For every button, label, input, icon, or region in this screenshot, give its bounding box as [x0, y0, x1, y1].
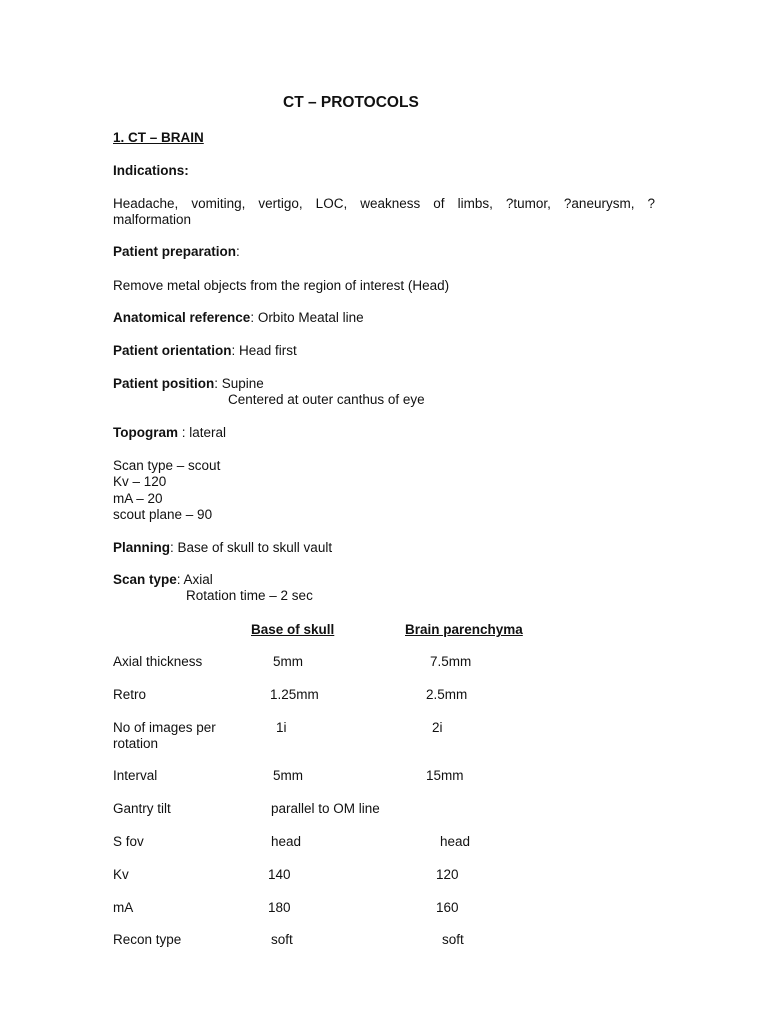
table-cell-brain: 120 [436, 867, 459, 882]
anatomical-reference-value: : Orbito Meatal line [250, 310, 364, 325]
scout-line: mA – 20 [113, 491, 163, 506]
planning-label: Planning [113, 540, 170, 555]
patient-position-value: : Supine [214, 376, 264, 391]
table-cell-brain: 15mm [426, 768, 464, 783]
table-cell-skull: head [271, 834, 302, 849]
scan-type-row [113, 572, 213, 588]
anatomical-reference-row [113, 310, 364, 326]
scout-line: Kv – 120 [113, 474, 167, 489]
table-cell-skull: soft [271, 932, 293, 947]
table-cell-skull: 1.25mm [270, 687, 319, 702]
topogram-label: Topogram [113, 425, 178, 440]
planning-value: : Base of skull to skull vault [170, 540, 333, 555]
patient-position-line2: Centered at outer canthus of eye [228, 392, 425, 407]
table-cell-skull: 140 [268, 867, 291, 882]
table-param: No of images per [113, 720, 216, 735]
topogram-value: : lateral [178, 425, 227, 440]
indications-label: Indications: [113, 163, 189, 178]
table-param-cont: rotation [113, 736, 159, 751]
table-param: Interval [113, 768, 158, 783]
table-cell-skull: 180 [268, 900, 291, 915]
anatomical-reference-label: Anatomical reference [113, 310, 251, 325]
patient-preparation-label: Patient preparation [113, 244, 237, 259]
patient-position-row [113, 376, 264, 392]
table-param: Recon type [113, 932, 182, 947]
patient-preparation-text: Remove metal objects from the region of interest (Head) [113, 278, 450, 293]
table-cell-skull: 5mm [273, 654, 303, 669]
scout-line: scout plane – 90 [113, 507, 213, 522]
table-cell-skull: parallel to OM line [271, 801, 380, 816]
table-cell-skull: 5mm [273, 768, 303, 783]
topogram-row [113, 425, 226, 441]
table-cell-brain: 2i [432, 720, 443, 735]
indications-text-cont: malformation [113, 212, 192, 227]
table-param: Axial thickness [113, 654, 203, 669]
patient-position-label: Patient position [113, 376, 215, 391]
table-cell-brain: soft [442, 932, 464, 947]
patient-preparation-colon: : [236, 244, 240, 259]
table-cell-skull: 1i [276, 720, 287, 735]
patient-preparation-row [113, 244, 240, 260]
table-header-skull: Base of skull [251, 622, 335, 637]
table-header-brain: Brain parenchyma [405, 622, 523, 637]
section-heading: 1. CT – BRAIN [113, 130, 204, 145]
planning-row [113, 540, 332, 556]
scan-type-value: : Axial [176, 572, 213, 587]
table-cell-brain: 160 [436, 900, 459, 915]
table-param: Kv [113, 867, 129, 882]
indications-text: Headache, vomiting, vertigo, LOC, weakness of limbs, ?tumor, ?aneurysm, ? [113, 196, 655, 211]
table-param: Gantry tilt [113, 801, 171, 816]
table-param: mA [113, 900, 134, 915]
table-cell-brain: 7.5mm [430, 654, 472, 669]
patient-orientation-value: : Head first [231, 343, 297, 358]
patient-orientation-row [113, 343, 297, 359]
table-cell-brain: head [440, 834, 471, 849]
scout-line: Scan type – scout [113, 458, 221, 473]
scan-type-line2: Rotation time – 2 sec [186, 588, 313, 603]
patient-orientation-label: Patient orientation [113, 343, 232, 358]
table-cell-brain: 2.5mm [426, 687, 468, 702]
scan-type-label: Scan type [113, 572, 177, 587]
table-param: S fov [113, 834, 144, 849]
table-param: Retro [113, 687, 147, 702]
page-title: CT – PROTOCOLS [283, 94, 419, 111]
